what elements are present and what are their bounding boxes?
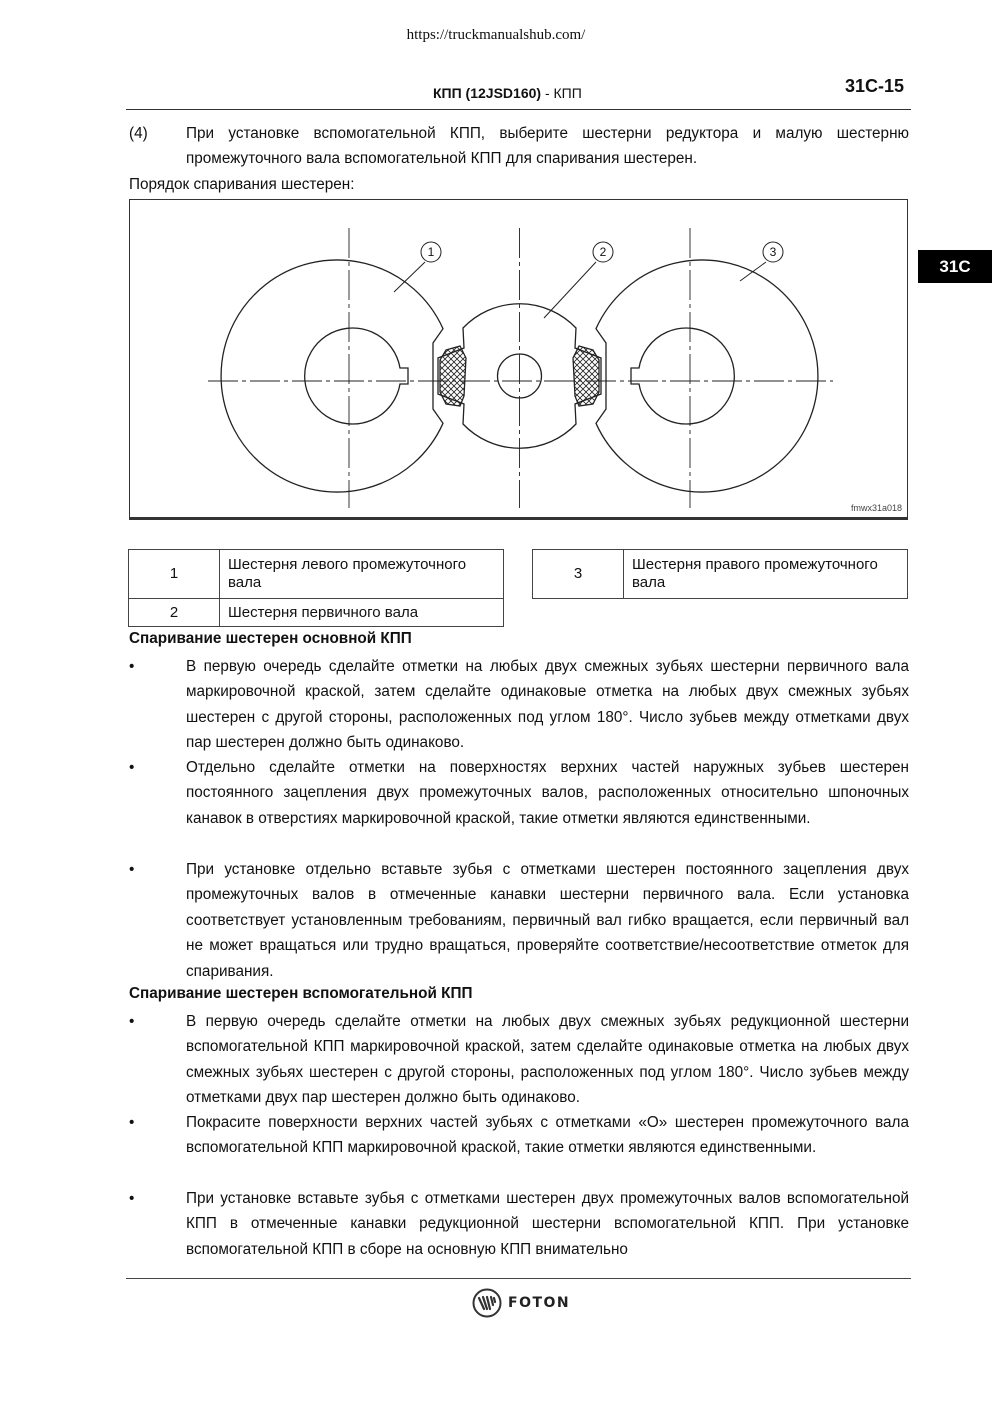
header-title-bold: КПП (12JSD160) (433, 85, 542, 101)
list-item: В первую очередь сделайте отметки на любых двух смежных зубьях шестерни первичного вала маркировочной краской, затем сделайте одинаковые отметка на любых двух смежных зубьях шестерен с другой стороны, расположенных под углом 180°. Число зубьев между отметками двух пар шестерен должно быть одинаково. (186, 658, 909, 752)
list-item: При установке вставьте зубья с отметками шестерен двух промежуточных валов вспомогательной КПП в отмеченные канавки редукционной шестерни вспомогательной КПП. При установке вспомогательной КПП в сборе на основную КПП внимательно (186, 1190, 909, 1258)
callout-2-label: 2 (599, 245, 607, 259)
list-item: Покрасите поверхности верхних частей зубьях с отметками «О» шестерен промежуточного вала вспомогательной КПП маркировочной краской, такие отметки являются единственными. (186, 1114, 909, 1157)
bullet-marker: • (129, 658, 135, 675)
legend-text: Шестерня левого промежуточного вала (220, 550, 504, 599)
section-aux-gearbox-title: Спаривание шестерен вспомогательной КПП (129, 985, 473, 1002)
callout-3-leader (740, 262, 766, 281)
legend-table-left (128, 549, 504, 627)
legend-row (129, 550, 504, 599)
callout-2-leader (544, 262, 596, 318)
gear-order-label: Порядок спаривания шестерен: (129, 176, 355, 193)
footer-divider (126, 1278, 911, 1279)
header-title-rest: - КПП (541, 85, 582, 101)
source-url[interactable]: https://truckmanualshub.com/ (406, 27, 586, 43)
legend-num: 1 (129, 550, 220, 599)
bullet-marker: • (129, 1013, 135, 1030)
gear-diagram-svg (130, 200, 909, 521)
legend-table-right (532, 549, 908, 599)
left-mesh-zone (440, 346, 466, 406)
header-divider (126, 109, 911, 110)
foton-logo-text: FOTON (508, 1295, 571, 1311)
step-number: (4) (129, 125, 148, 142)
page-number: 31С-15 (845, 76, 905, 96)
callout-3-label: 3 (769, 245, 777, 259)
section-tab: 31C (918, 250, 992, 283)
step-text: При установке вспомогательной КПП, выберите шестерни редуктора и малую шестерню промежуточного вала вспомогательной КПП для спаривания шестерен. (186, 125, 909, 168)
legend-num: 2 (129, 599, 220, 627)
legend-text: Шестерня первичного вала (220, 599, 504, 627)
foton-logo (472, 1288, 570, 1318)
legend-num: 3 (533, 550, 624, 599)
foton-emblem-icon (472, 1288, 502, 1318)
right-mesh-zone (573, 346, 599, 406)
callout-1-label: 1 (427, 245, 435, 259)
section-main-gearbox-title: Спаривание шестерен основной КПП (129, 630, 412, 647)
left-countershaft-gear (221, 260, 443, 492)
right-gear-bore (631, 328, 734, 424)
right-countershaft-gear (596, 260, 818, 492)
legend-text: Шестерня правого промежуточного вала (624, 550, 908, 599)
bullet-marker: • (129, 861, 135, 878)
list-item: При установке отдельно вставьте зубья с отметками шестерен постоянного зацепления двух промежуточных валов в отмеченные канавки шестерни первичного вала. Если установка соответствует установленным требованиям, первичный вал гибко вращается, если первичный вал не может вращаться или трудно вращаться, проверяйте соответствие/несоответствие отметок для спаривания. (186, 861, 909, 980)
list-item: Отдельно сделайте отметки на поверхностях верхних частей наружных зубьев шестерен постоянного зацепления двух промежуточных валов, расположенных относительно шпоночных канавок в отверстиях маркировочной краской, такие отметки являются единственными. (186, 759, 909, 827)
bullet-marker: • (129, 1114, 135, 1131)
list-item: В первую очередь сделайте отметки на любых двух смежных зубьях редукционной шестерни вспомогательной КПП маркировочной краской, затем сделайте одинаковые отметка на любых двух смежных зубьях шестерен с другой стороны, расположенных под углом 180°. Число зубьев между отметками двух пар шестерен должно быть одинаково. (186, 1013, 909, 1107)
bullet-marker: • (129, 1190, 135, 1207)
gear-mating-figure (129, 199, 908, 520)
figure-code: fmwx31a018 (850, 503, 902, 513)
page-header-title (433, 85, 582, 101)
bullet-marker: • (129, 759, 135, 776)
legend-row (129, 599, 504, 627)
left-gear-bore (305, 328, 408, 424)
legend-row (533, 550, 908, 599)
